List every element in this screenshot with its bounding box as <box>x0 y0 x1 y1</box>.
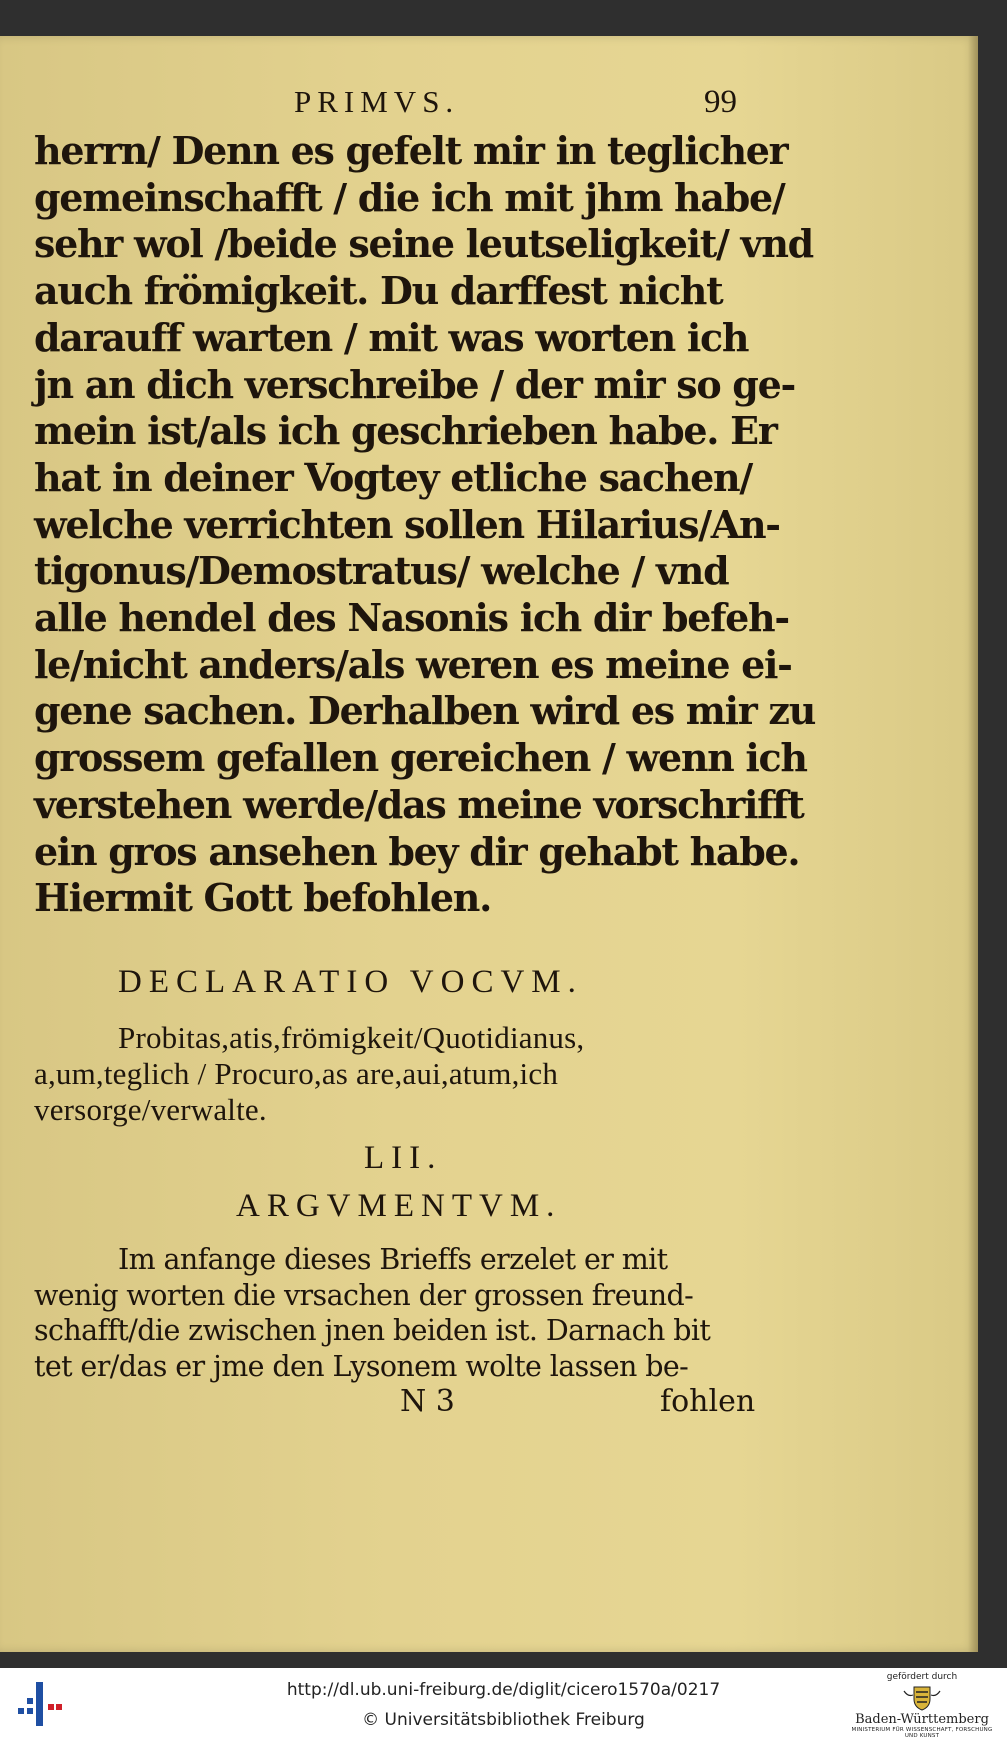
body-line: auch frömigkeit. Du darffest nicht <box>34 268 723 314</box>
vocabulary-line: Probitas,atis,frömigkeit/Quotidianus, <box>118 1020 585 1055</box>
page-number: 99 <box>704 84 737 120</box>
body-line: darauff warten / mit was worten ich <box>34 314 749 360</box>
sponsor-block <box>847 1672 997 1739</box>
body-line: hat in deiner Vogtey etliche sachen/ <box>34 454 752 500</box>
permalink-url[interactable]: http://dl.ub.uni-freiburg.de/diglit/cicero1570a/0217 <box>286 1680 721 1700</box>
vocabulary-block <box>34 1020 754 1128</box>
body-line: jn an dich verschreibe / der mir so ge- <box>34 361 795 407</box>
viewer-footer <box>0 1668 1007 1740</box>
argument-line: tet er/das er jme den Lysonem wolte lassen be- <box>34 1349 689 1383</box>
letter-body <box>34 128 816 922</box>
argument-line: wenig worten die vrsachen der grossen freund- <box>34 1278 694 1312</box>
state-crest-icon <box>902 1685 942 1711</box>
body-line: sehr wol /beide seine leutseligkeit/ vnd <box>34 221 813 267</box>
body-line: verstehen werde/das meine vorschrifft <box>34 781 804 827</box>
sponsor-subtitle: MINISTERIUM FÜR WISSENSCHAFT, FORSCHUNG UND KUNST <box>851 1727 993 1739</box>
argument-line: schafft/die zwischen jnen beiden ist. Darnach bit <box>34 1314 711 1348</box>
argument-block <box>34 1242 754 1384</box>
letter-number: LII. <box>364 1140 443 1176</box>
body-line: welche verrichten sollen Hilarius/An- <box>34 501 780 547</box>
sponsor-label: gefördert durch <box>886 1672 958 1682</box>
declaratio-heading: DECLARATIO VOCVM. <box>118 964 583 1000</box>
body-line: alle hendel des Nasonis ich dir befeh- <box>34 595 789 641</box>
vocabulary-line: a,um,teglich / Procuro,as are,aui,atum,ich <box>34 1056 559 1091</box>
sponsor-name: Baden-Württemberg <box>855 1712 989 1727</box>
book-page <box>0 36 978 1652</box>
body-line: herrn/ Denn es gefelt mir in teglicher <box>34 128 788 173</box>
body-line: ein gros ansehen bey dir gehabt habe. <box>34 828 800 874</box>
copyright-notice: © Universitätsbibliothek Freiburg <box>362 1710 645 1730</box>
body-line: le/nicht anders/als weren es meine ei- <box>34 641 792 687</box>
vocabulary-line: versorge/verwalte. <box>34 1092 267 1127</box>
body-line: gemeinschafft / die ich mit jhm habe/ <box>34 174 785 220</box>
page-edge-shadow <box>968 36 978 1652</box>
signature-row <box>34 1384 754 1424</box>
argument-line: Im anfange dieses Brieffs erzelet er mit <box>118 1243 668 1276</box>
body-line: mein ist/als ich geschrieben habe. Er <box>34 408 777 454</box>
catchword: fohlen <box>660 1384 756 1419</box>
argumentum-heading: ARGVMENTVM. <box>236 1188 562 1224</box>
signature-mark: N 3 <box>400 1384 455 1419</box>
body-line: tigonus/Demostratus/ welche / vnd <box>34 548 729 594</box>
body-line: Hiermit Gott befohlen. <box>34 875 492 921</box>
body-line: gene sachen. Derhalben wird es mir zu <box>34 688 816 734</box>
body-line: grossem gefallen gereichen / wenn ich <box>34 735 807 781</box>
running-head: PRIMVS. <box>294 84 460 119</box>
